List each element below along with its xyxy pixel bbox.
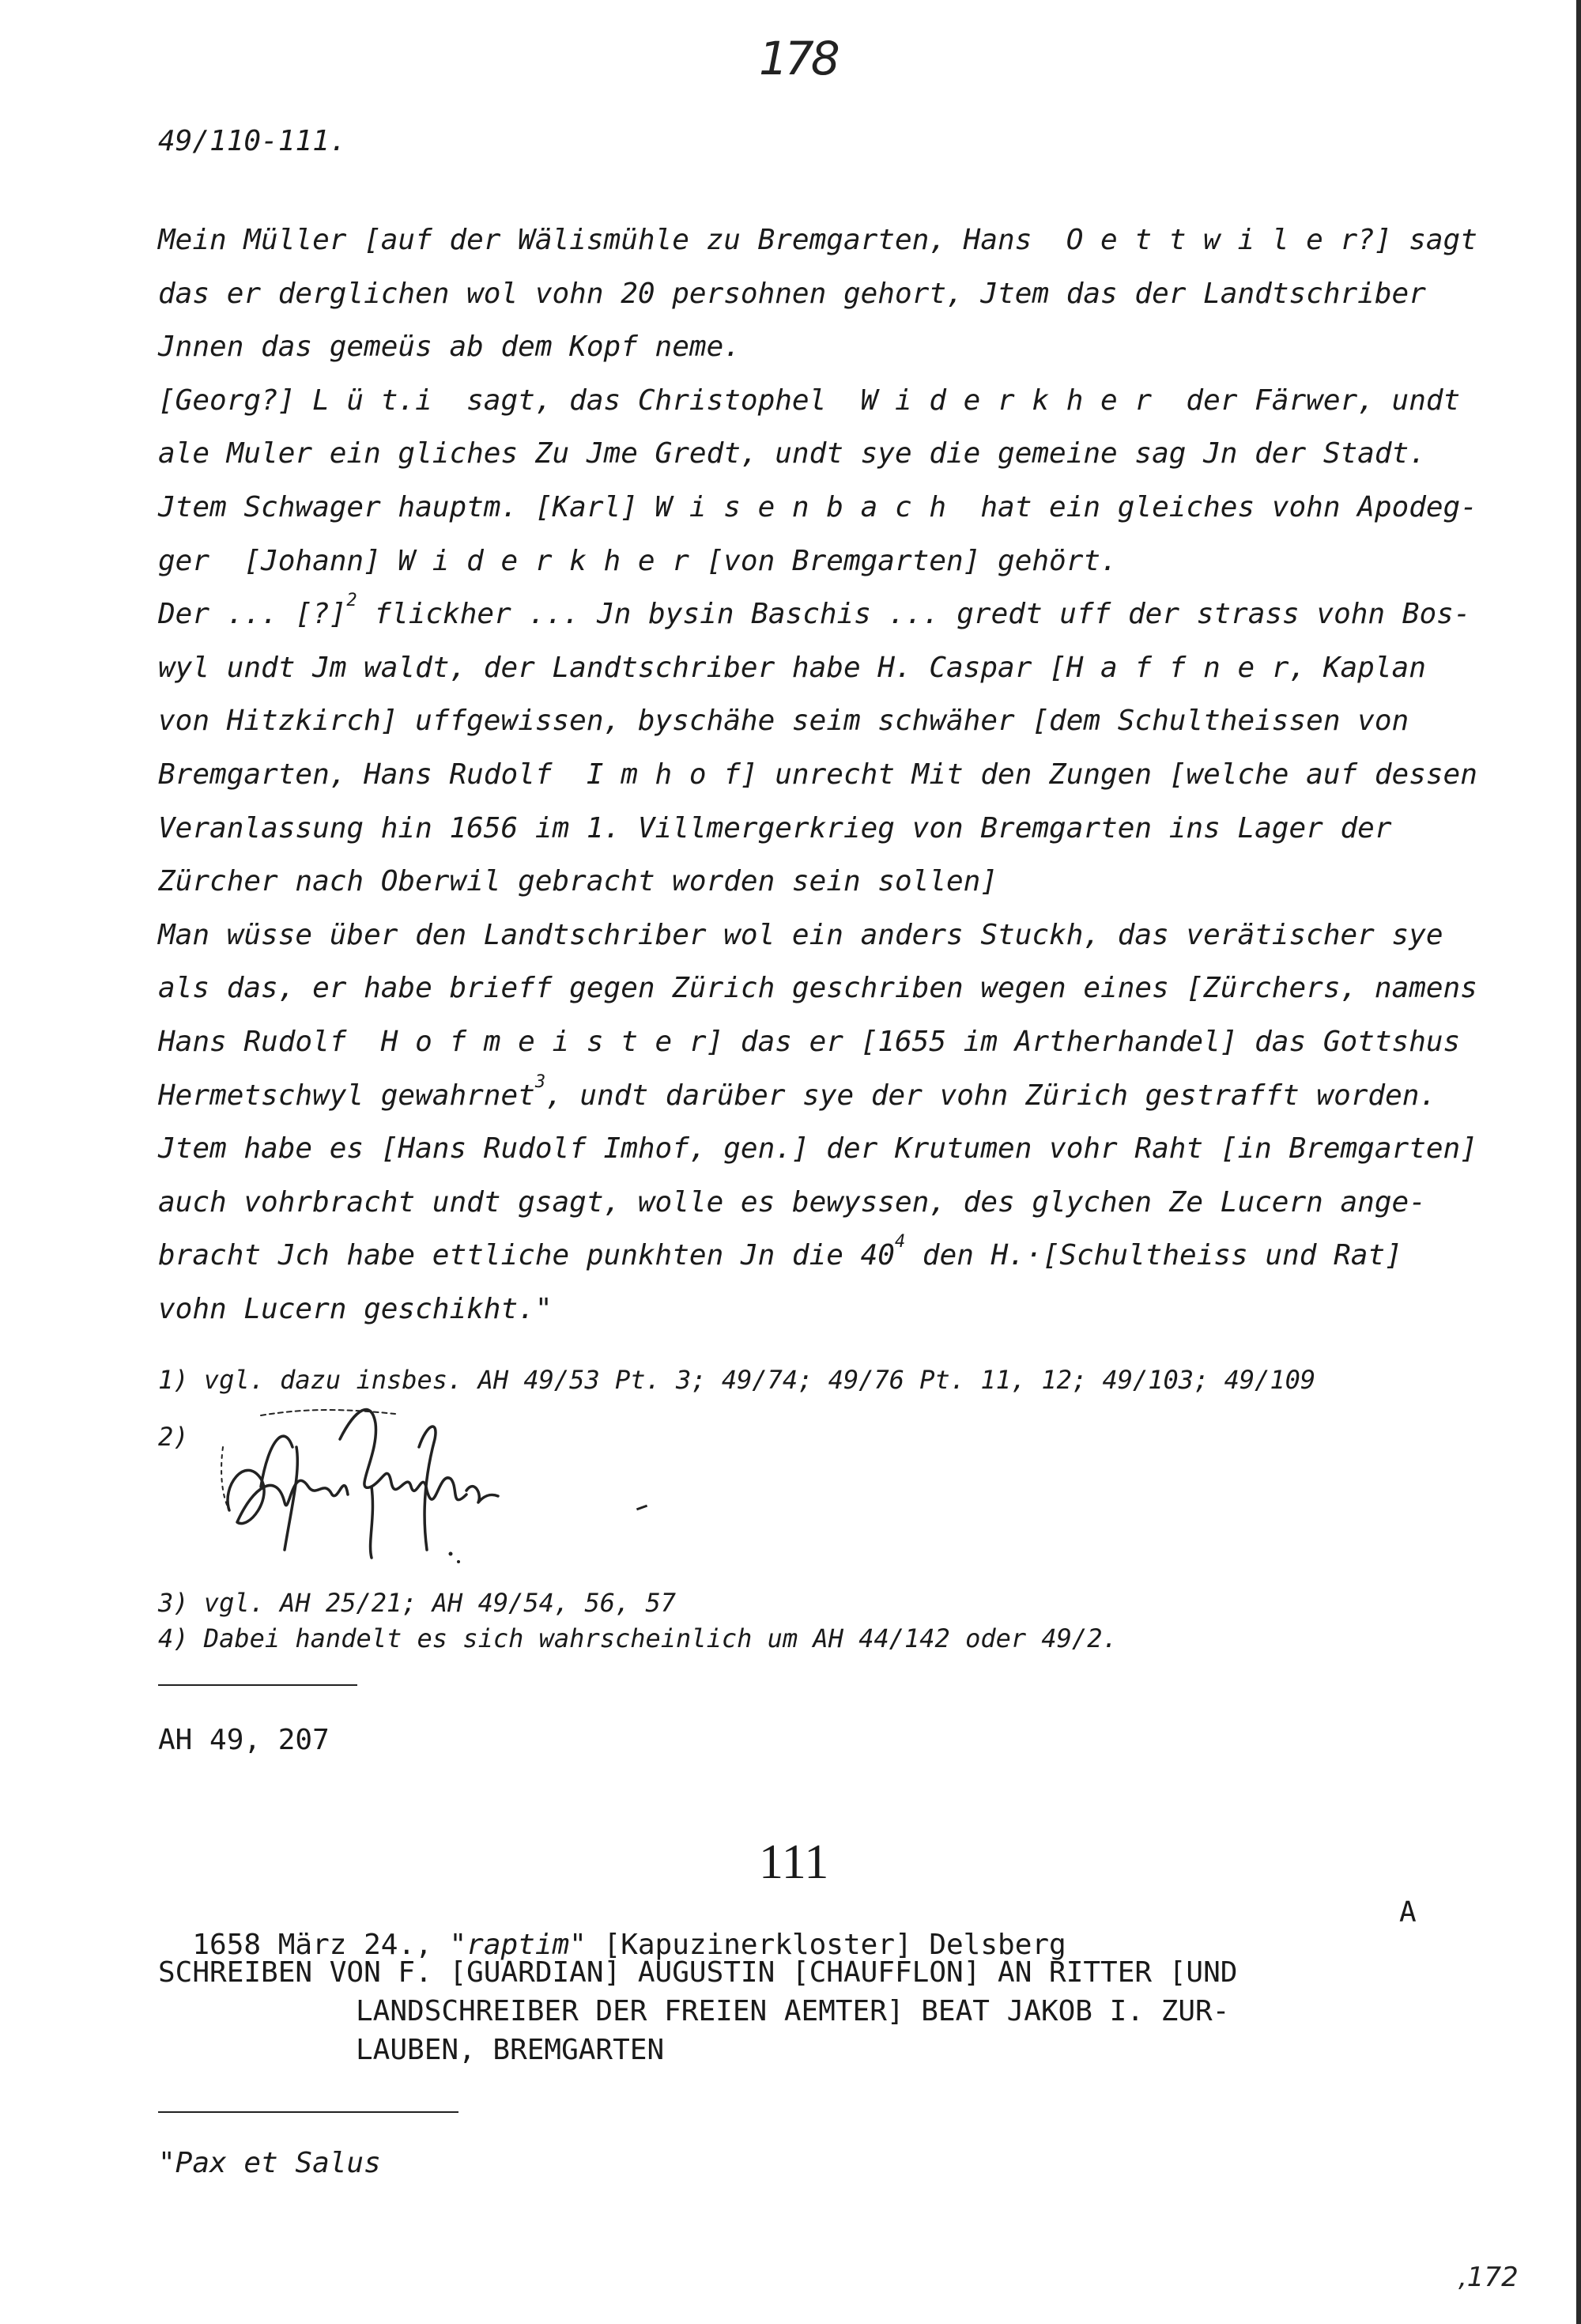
body-line: als das, er habe brieff gegen Zürich geschriben wegen eines [Zürchers, namens — [158, 972, 1477, 1005]
body-line: Mein Müller [auf der Wälismühle zu Bremgarten, Hans O e t t w i l e r?] sagt — [158, 224, 1477, 256]
footnote-marker: 1) — [158, 1365, 189, 1395]
handwritten-page-number: 178 — [759, 32, 837, 85]
body-line: Bremgarten, Hans Rudolf I m h o f] unrecht Mit den Zungen [welche auf dessen — [158, 758, 1477, 791]
body-line: Jtem habe es [Hans Rudolf Imhof, gen.] der Krutumen vohr Raht [in Bremgarten] — [158, 1132, 1477, 1166]
body-line: ale Muler ein gliches Zu Jme Gredt, undt sye die gemeine sag Jn der Stadt. — [158, 437, 1426, 470]
footnote-text: Dabei handelt es sich wahrscheinlich um AH 44/142 oder 49/2. — [203, 1623, 1118, 1653]
body-line: das er derglichen wol vohn 20 persohnen gehort, Jtem das der Landtschriber — [158, 277, 1426, 310]
handwritten-signature — [213, 1392, 561, 1574]
transcription-body — [158, 214, 1477, 1336]
body-line: von Hitzkirch] uffgewissen, byschähe seim schwäher [dem Schultheissen von — [158, 705, 1409, 738]
text: , undt darüber sye der vohn Zürich gestrafft worden. — [545, 1079, 1437, 1112]
raptim-note: "raptim" — [449, 1929, 587, 1961]
separator-rule — [158, 1684, 357, 1686]
body-line: wyl undt Jm waldt, der Landtschriber habe H. Caspar [H a f f n e r, Kaplan — [158, 651, 1426, 684]
document-place: [Kapuzinerkloster] Delsberg — [586, 1929, 1066, 1961]
text: flickher ... Jn bysin Baschis ... gredt uff der strass vohn Bos- — [357, 598, 1471, 631]
text: den H.·[Schultheiss und Rat] — [905, 1239, 1402, 1272]
text: bracht Jch habe ettliche punkhten Jn die 40 — [158, 1239, 895, 1272]
body-line-bracht — [158, 1229, 1455, 1283]
salutation: "Pax et Salus — [158, 2147, 381, 2179]
footnote-text: vgl. dazu insbes. AH 49/53 Pt. 3; 49/74; 49/76 Pt. 11, 12; 49/103; 49/109 — [203, 1365, 1316, 1395]
text: Hermetschwyl gewahrnet — [158, 1079, 535, 1112]
signature-drawing — [213, 1392, 561, 1574]
summary-line: LANDSCHREIBER DER FREIEN AEMTER] BEAT JAKOB I. ZUR- — [356, 1995, 1230, 2027]
footnote-marker: 2) — [158, 1422, 189, 1452]
footnote-ref-2: 2 — [346, 591, 357, 611]
footnote-4 — [158, 1617, 1502, 1660]
body-line: Veranlassung hin 1656 im 1. Villmergerkrieg von Bremgarten ins Lager der — [158, 811, 1392, 845]
document-number: 111 — [759, 1835, 829, 1889]
footnote-marker: 3) — [158, 1588, 189, 1618]
handwritten-folio-mark: ,172 — [1458, 2262, 1519, 2293]
summary-line: LAUBEN, BREMGARTEN — [356, 2034, 665, 2066]
footnote-text: vgl. AH 25/21; AH 49/54, 56, 57 — [203, 1588, 677, 1618]
summary-line: SCHREIBEN VON F. [GUARDIAN] AUGUSTIN [CHAUFFLON] AN RITTER [UND — [158, 1956, 1238, 1989]
footnote-ref-3: 3 — [534, 1071, 546, 1092]
archive-type-letter: A — [1399, 1896, 1417, 1929]
stray-mark — [636, 1505, 647, 1511]
body-line: auch vohrbracht undt gsagt, wolle es bewyssen, des glychen Ze Lucern ange- — [158, 1185, 1426, 1219]
body-line: Man wüsse über den Landtschriber wol ein anders Stuckh, das verätischer sye — [158, 918, 1443, 951]
body-line: Jnnen das gemeüs ab dem Kopf neme. — [158, 331, 741, 364]
body-line: [Georg?] L ü t.i sagt, das Christophel W i d e r k h e r der Färwer, undt — [158, 384, 1461, 417]
body-line: Jtem Schwager hauptm. [Karl] W i s e n b a c h hat ein gleiches vohn Apodeg- — [158, 490, 1477, 523]
document-summary — [158, 1953, 1455, 2069]
ah-reference: AH 49, 207 — [158, 1724, 330, 1756]
footnote-ref-4: 4 — [894, 1232, 906, 1253]
archive-reference: 49/110-111. — [158, 125, 347, 157]
body-line-hermetschwyl — [158, 1069, 1455, 1123]
body-line: ger [Johann] W i d e r k h e r [von Bremgarten] gehört. — [158, 544, 1118, 577]
body-line: Hans Rudolf H o f m e i s t e r] das er [1655 im Artherhandel] das Gottshus — [158, 1025, 1461, 1058]
body-line: vohn Lucern geschikht." — [158, 1292, 553, 1325]
scan-edge — [1576, 0, 1581, 2324]
footnote-marker: 4) — [158, 1623, 189, 1653]
text: Der ... [?] — [158, 598, 347, 631]
separator-rule — [158, 2111, 458, 2113]
body-line-der — [158, 588, 1471, 641]
document-date: 1658 März 24., — [192, 1929, 450, 1961]
body-line: Zürcher nach Oberwil gebracht worden sein sollen] — [158, 865, 998, 898]
